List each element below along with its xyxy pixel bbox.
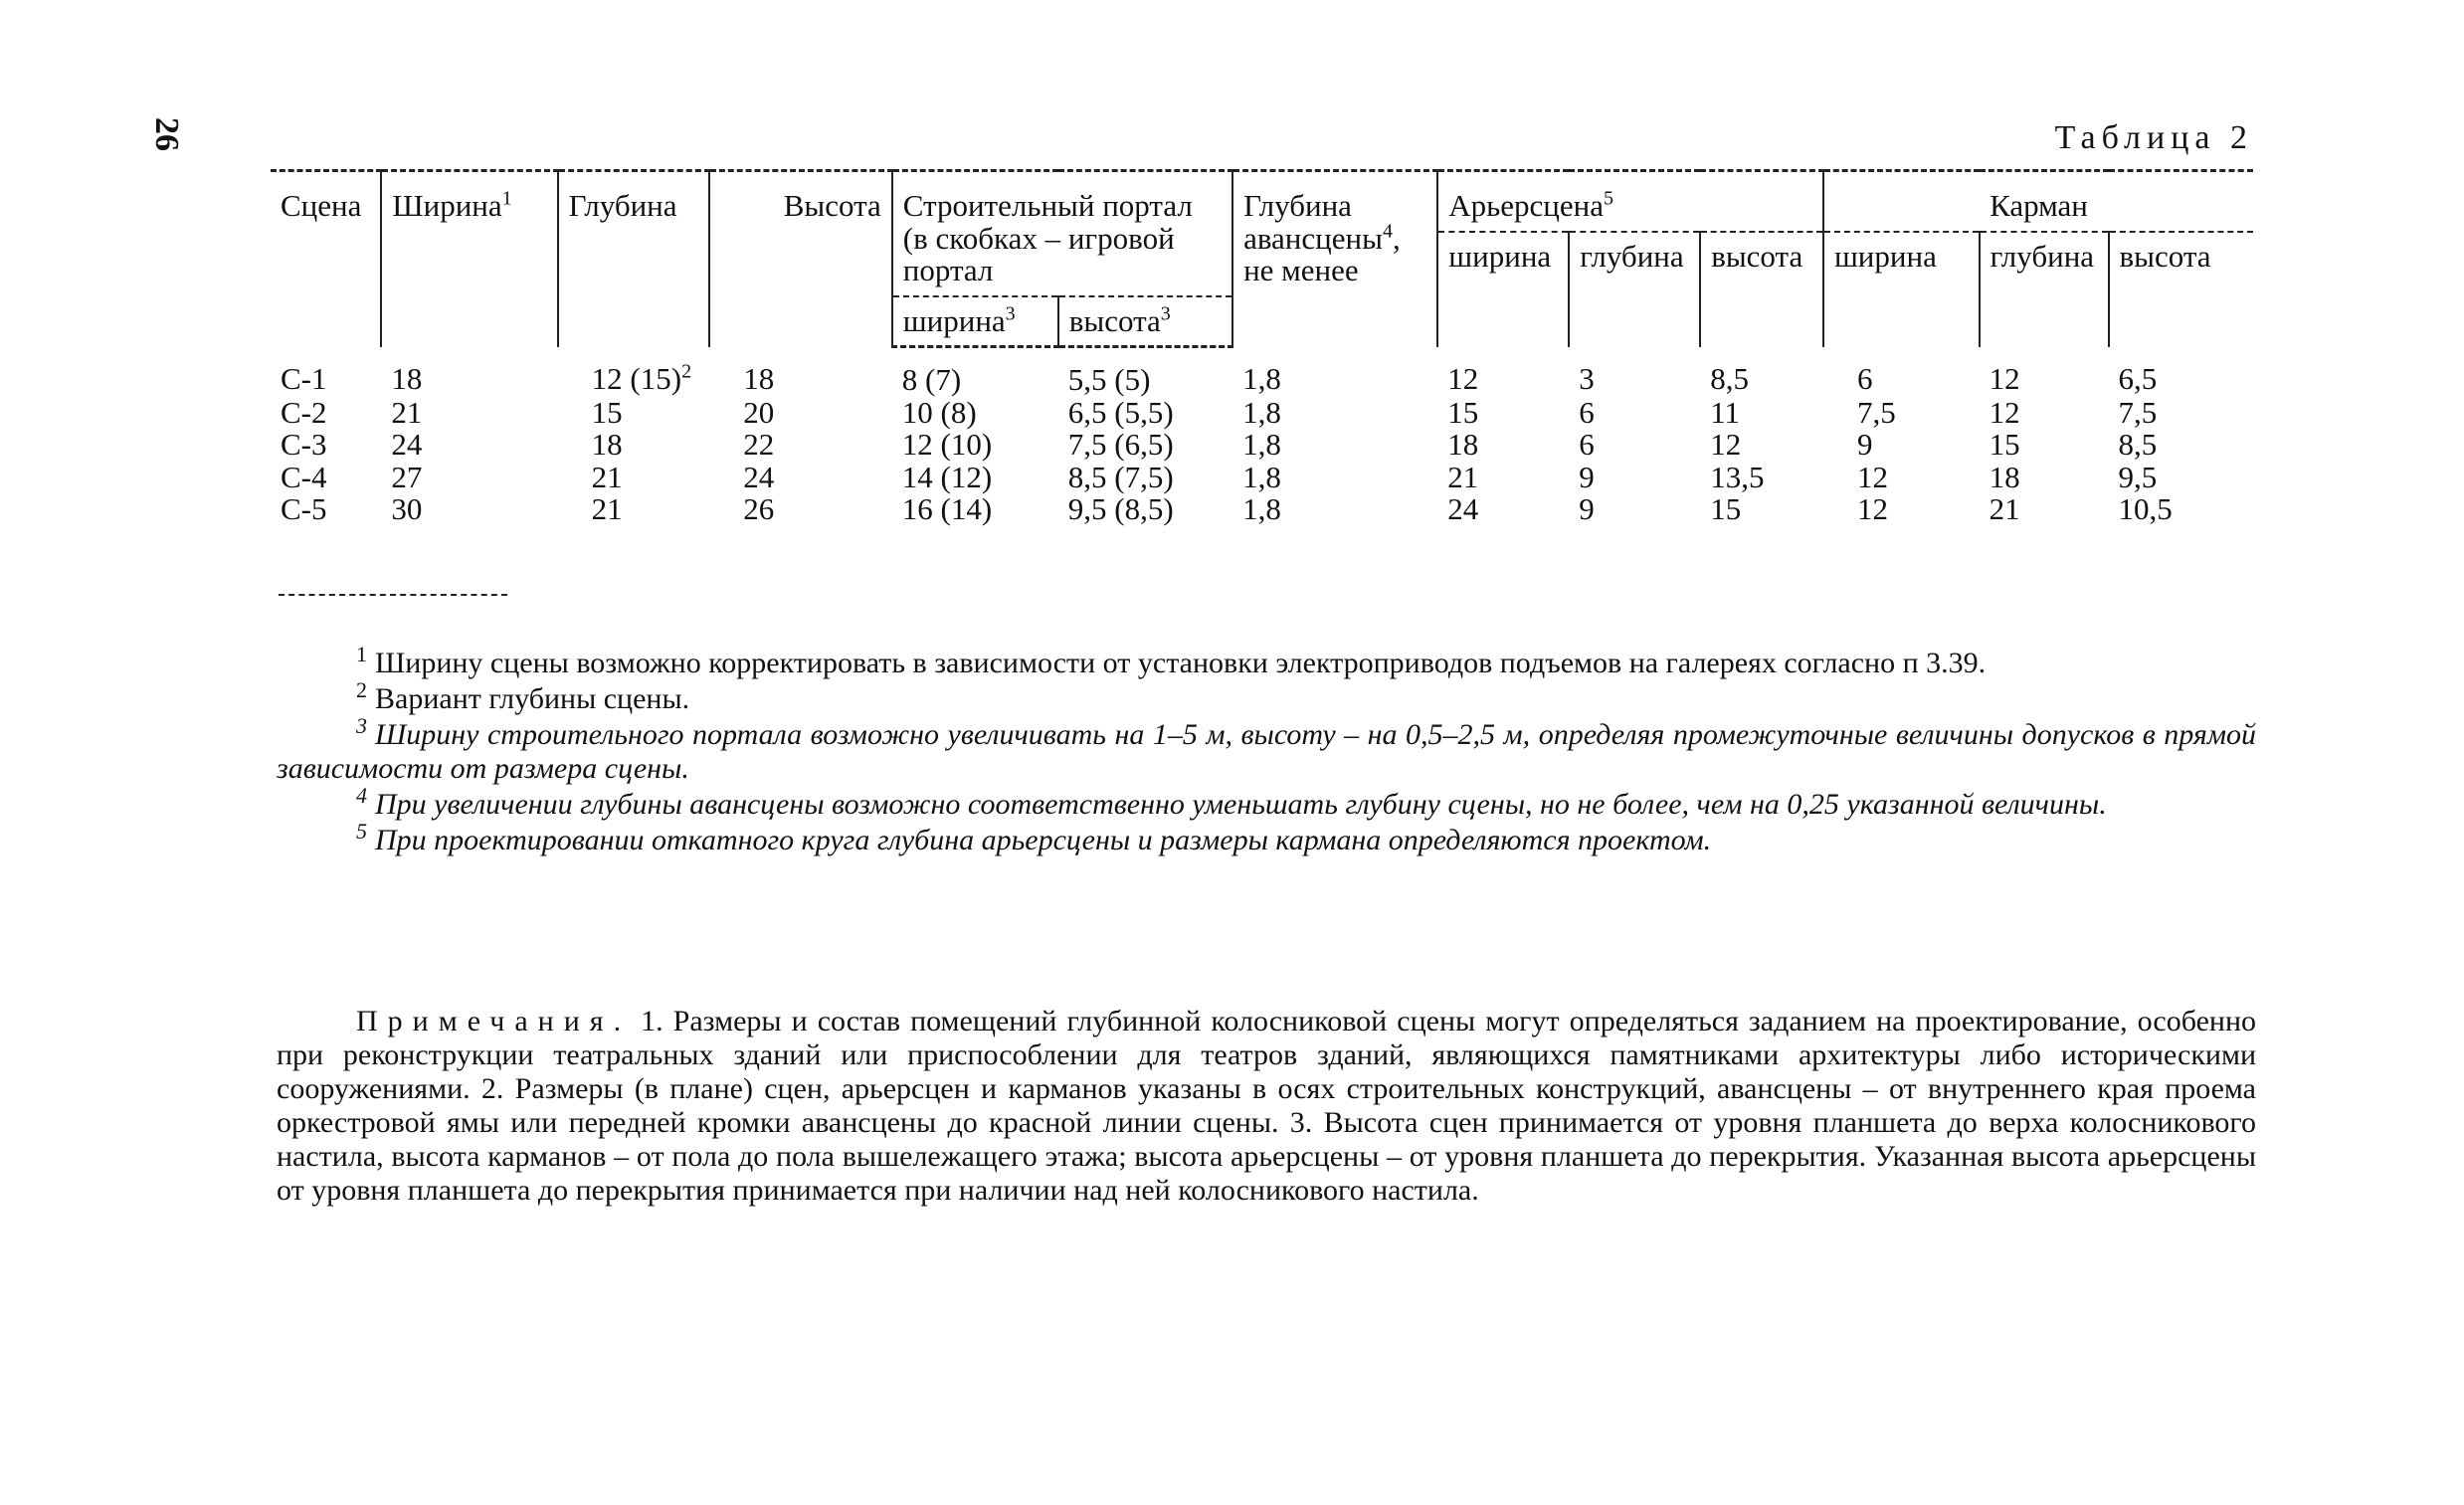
header-rear-width: ширина	[1437, 232, 1569, 347]
cell-portal-width: 14 (12)	[901, 459, 993, 494]
cell-rear-depth: 9	[1579, 491, 1595, 527]
cell-pocket-depth: 21	[1989, 491, 2020, 527]
cell-depth: 21	[591, 491, 623, 527]
header-pocket: Карман	[1823, 171, 2253, 232]
cell-pocket-width: 9	[1856, 427, 1873, 463]
cell-portal-width: 8 (7)	[901, 362, 962, 398]
cell-rear-width: 12	[1447, 360, 1479, 396]
footnote-3: $^3$ Ширину строительного портала возможно увеличивать на 1–5 м, высоту – на 0,5–2,5 м, определяя промежуточные величины допусков в прямой зависимости от размера сцены.	[277, 713, 2256, 785]
cell-portal-height: 9,5 (8,5)	[1067, 491, 1174, 527]
cell-width: 27	[391, 459, 423, 494]
cell-width: 24	[391, 427, 423, 463]
cell-rear-width: 24	[1447, 491, 1479, 527]
cell-pocket-depth: 12	[1989, 394, 2020, 430]
cell-pocket-width: 7,5	[1856, 394, 1896, 430]
cell-scene: С-5	[281, 491, 327, 527]
header-pocket-depth: глубина	[1980, 232, 2109, 347]
header-rear-depth: глубина	[1569, 232, 1700, 347]
cell-pocket-height: 8,5	[2118, 427, 2158, 463]
cell-height: 22	[743, 427, 775, 463]
cell-rear-height: 15	[1710, 491, 1742, 527]
cell-height: 24	[743, 459, 775, 494]
cell-pocket-depth: 18	[1989, 459, 2020, 494]
footnote-divider	[279, 594, 507, 596]
cell-rear-height: 11	[1710, 394, 1741, 430]
cell-width: 21	[391, 394, 423, 430]
cell-rear-depth: 6	[1579, 394, 1595, 430]
header-rear-stage: Арьерсцена$^5$	[1437, 171, 1823, 232]
footnote-5: $^5$ При проектировании откатного круга глубина арьерсцены и размеры кармана определяются проектом.	[356, 819, 1712, 856]
cell-scene: С-4	[281, 459, 327, 494]
header-portal: Строительный портал (в скобках – игровой портал	[892, 171, 1232, 296]
notes-heading: Примечания.	[356, 1005, 632, 1037]
cell-rear-width: 15	[1447, 394, 1479, 430]
header-depth: Глубина	[558, 171, 710, 347]
header-portal-height: высота$^3$	[1058, 296, 1232, 347]
header-pocket-height: высота	[2109, 232, 2253, 347]
cell-rear-width: 18	[1447, 427, 1479, 463]
cell-scene: С-1	[281, 360, 327, 396]
cell-rear-height: 12	[1710, 427, 1742, 463]
cell-portal-width: 10 (8)	[901, 394, 977, 430]
footnote-1: $^1$ Ширину сцены возможно корректировать в зависимости от установки электроприводов подъемов на галереях согласно п 3.39.	[356, 642, 1987, 679]
footnotes	[277, 642, 2256, 859]
cell-rear-depth: 9	[1579, 459, 1595, 494]
cell-pocket-width: 12	[1856, 491, 1888, 527]
cell-width: 18	[391, 360, 423, 396]
header-scene: Сцена	[271, 171, 381, 347]
cell-pocket-width: 12	[1856, 459, 1888, 494]
table-row	[271, 347, 2253, 397]
cell-pocket-height: 10,5	[2118, 491, 2173, 527]
cell-rear-depth: 3	[1579, 360, 1595, 396]
header-height: Высота	[709, 171, 892, 347]
notes-paragraph	[277, 1005, 2256, 1208]
header-rear-height: высота	[1700, 232, 1823, 347]
cell-pocket-height: 6,5	[2118, 360, 2158, 396]
cell-depth: 15	[591, 394, 623, 430]
cell-scene: С-3	[281, 427, 327, 463]
cell-portal-width: 12 (10)	[901, 427, 993, 463]
cell-depth: 12 $(15)^2$	[591, 360, 692, 396]
table-row	[271, 462, 2253, 494]
cell-depth: 21	[591, 459, 623, 494]
cell-rear-width: 21	[1447, 459, 1479, 494]
cell-rear-depth: 6	[1579, 427, 1595, 463]
page-number: 26	[148, 117, 185, 151]
footnote-4: $^4$ При увеличении глубины авансцены возможно соответственно уменьшать глубину сцены, но не более, чем на 0,25 указанной величины.	[356, 783, 2107, 821]
table-row	[271, 397, 2253, 430]
cell-forestage: 1,8	[1242, 360, 1281, 396]
cell-rear-height: 13,5	[1710, 459, 1765, 494]
cell-forestage: 1,8	[1242, 459, 1281, 494]
footnote-2: $^2$ Вариант глубины сцены.	[356, 677, 690, 715]
header-width: Ширина$^1$	[381, 171, 557, 347]
header-portal-width: ширина$^3$	[892, 296, 1058, 347]
table-body	[271, 347, 2253, 526]
cell-pocket-depth: 15	[1989, 427, 2020, 463]
cell-portal-width: 16 (14)	[901, 491, 993, 527]
cell-portal-height: 7,5 (6,5)	[1067, 427, 1174, 463]
header-forestage: Глубина авансцены$^4$, не менее	[1232, 171, 1437, 347]
cell-forestage: 1,8	[1242, 427, 1281, 463]
cell-forestage: 1,8	[1242, 394, 1281, 430]
cell-forestage: 1,8	[1242, 491, 1281, 527]
cell-pocket-width: 6	[1856, 360, 1873, 396]
cell-pocket-depth: 12	[1989, 360, 2020, 396]
table-caption: Таблица 2	[2054, 119, 2253, 156]
cell-height: 26	[743, 491, 775, 527]
cell-height: 20	[743, 394, 775, 430]
cell-height: 18	[743, 360, 775, 396]
cell-pocket-height: 9,5	[2118, 459, 2158, 494]
stage-dimensions-table	[271, 169, 2253, 526]
cell-depth: 18	[591, 427, 623, 463]
header-pocket-width: ширина	[1823, 232, 1980, 347]
cell-portal-height: 5,5 (5)	[1067, 362, 1151, 398]
footnote-ref: 2	[681, 360, 692, 383]
cell-scene: С-2	[281, 394, 327, 430]
notes-text: 1. Размеры и состав помещений глубинной колосниковой сцены могут определяться заданием на проектирование, особенно при реконструкции театральных зданий или приспособлении для театров зданий, являющихся памятниками архитектуры либо историческими сооружениями. 2. Размеры (в плане) сцен, арьерсцен и карманов указаны в осях строительных конструкций, авансцены – от внутреннего края проема оркестровой ямы или передней кромки авансцены до красной линии сцены. 3. Высота сцен принимается от уровня планшета до верха колосникового настила, высота карманов – от пола до пола вышележащего этажа; высота арьерсцены – от уровня планшета до перекрытия. Указанная высота арьерсцены от уровня планшета до перекрытия принимается при наличии над ней колосникового настила.	[277, 1005, 2256, 1207]
cell-portal-height: 6,5 (5,5)	[1067, 394, 1174, 430]
cell-rear-height: 8,5	[1710, 360, 1749, 396]
cell-width: 30	[391, 491, 423, 527]
table-row	[271, 493, 2253, 526]
cell-portal-height: 8,5 (7,5)	[1067, 459, 1174, 494]
cell-pocket-height: 7,5	[2118, 394, 2158, 430]
table-row	[271, 429, 2253, 462]
